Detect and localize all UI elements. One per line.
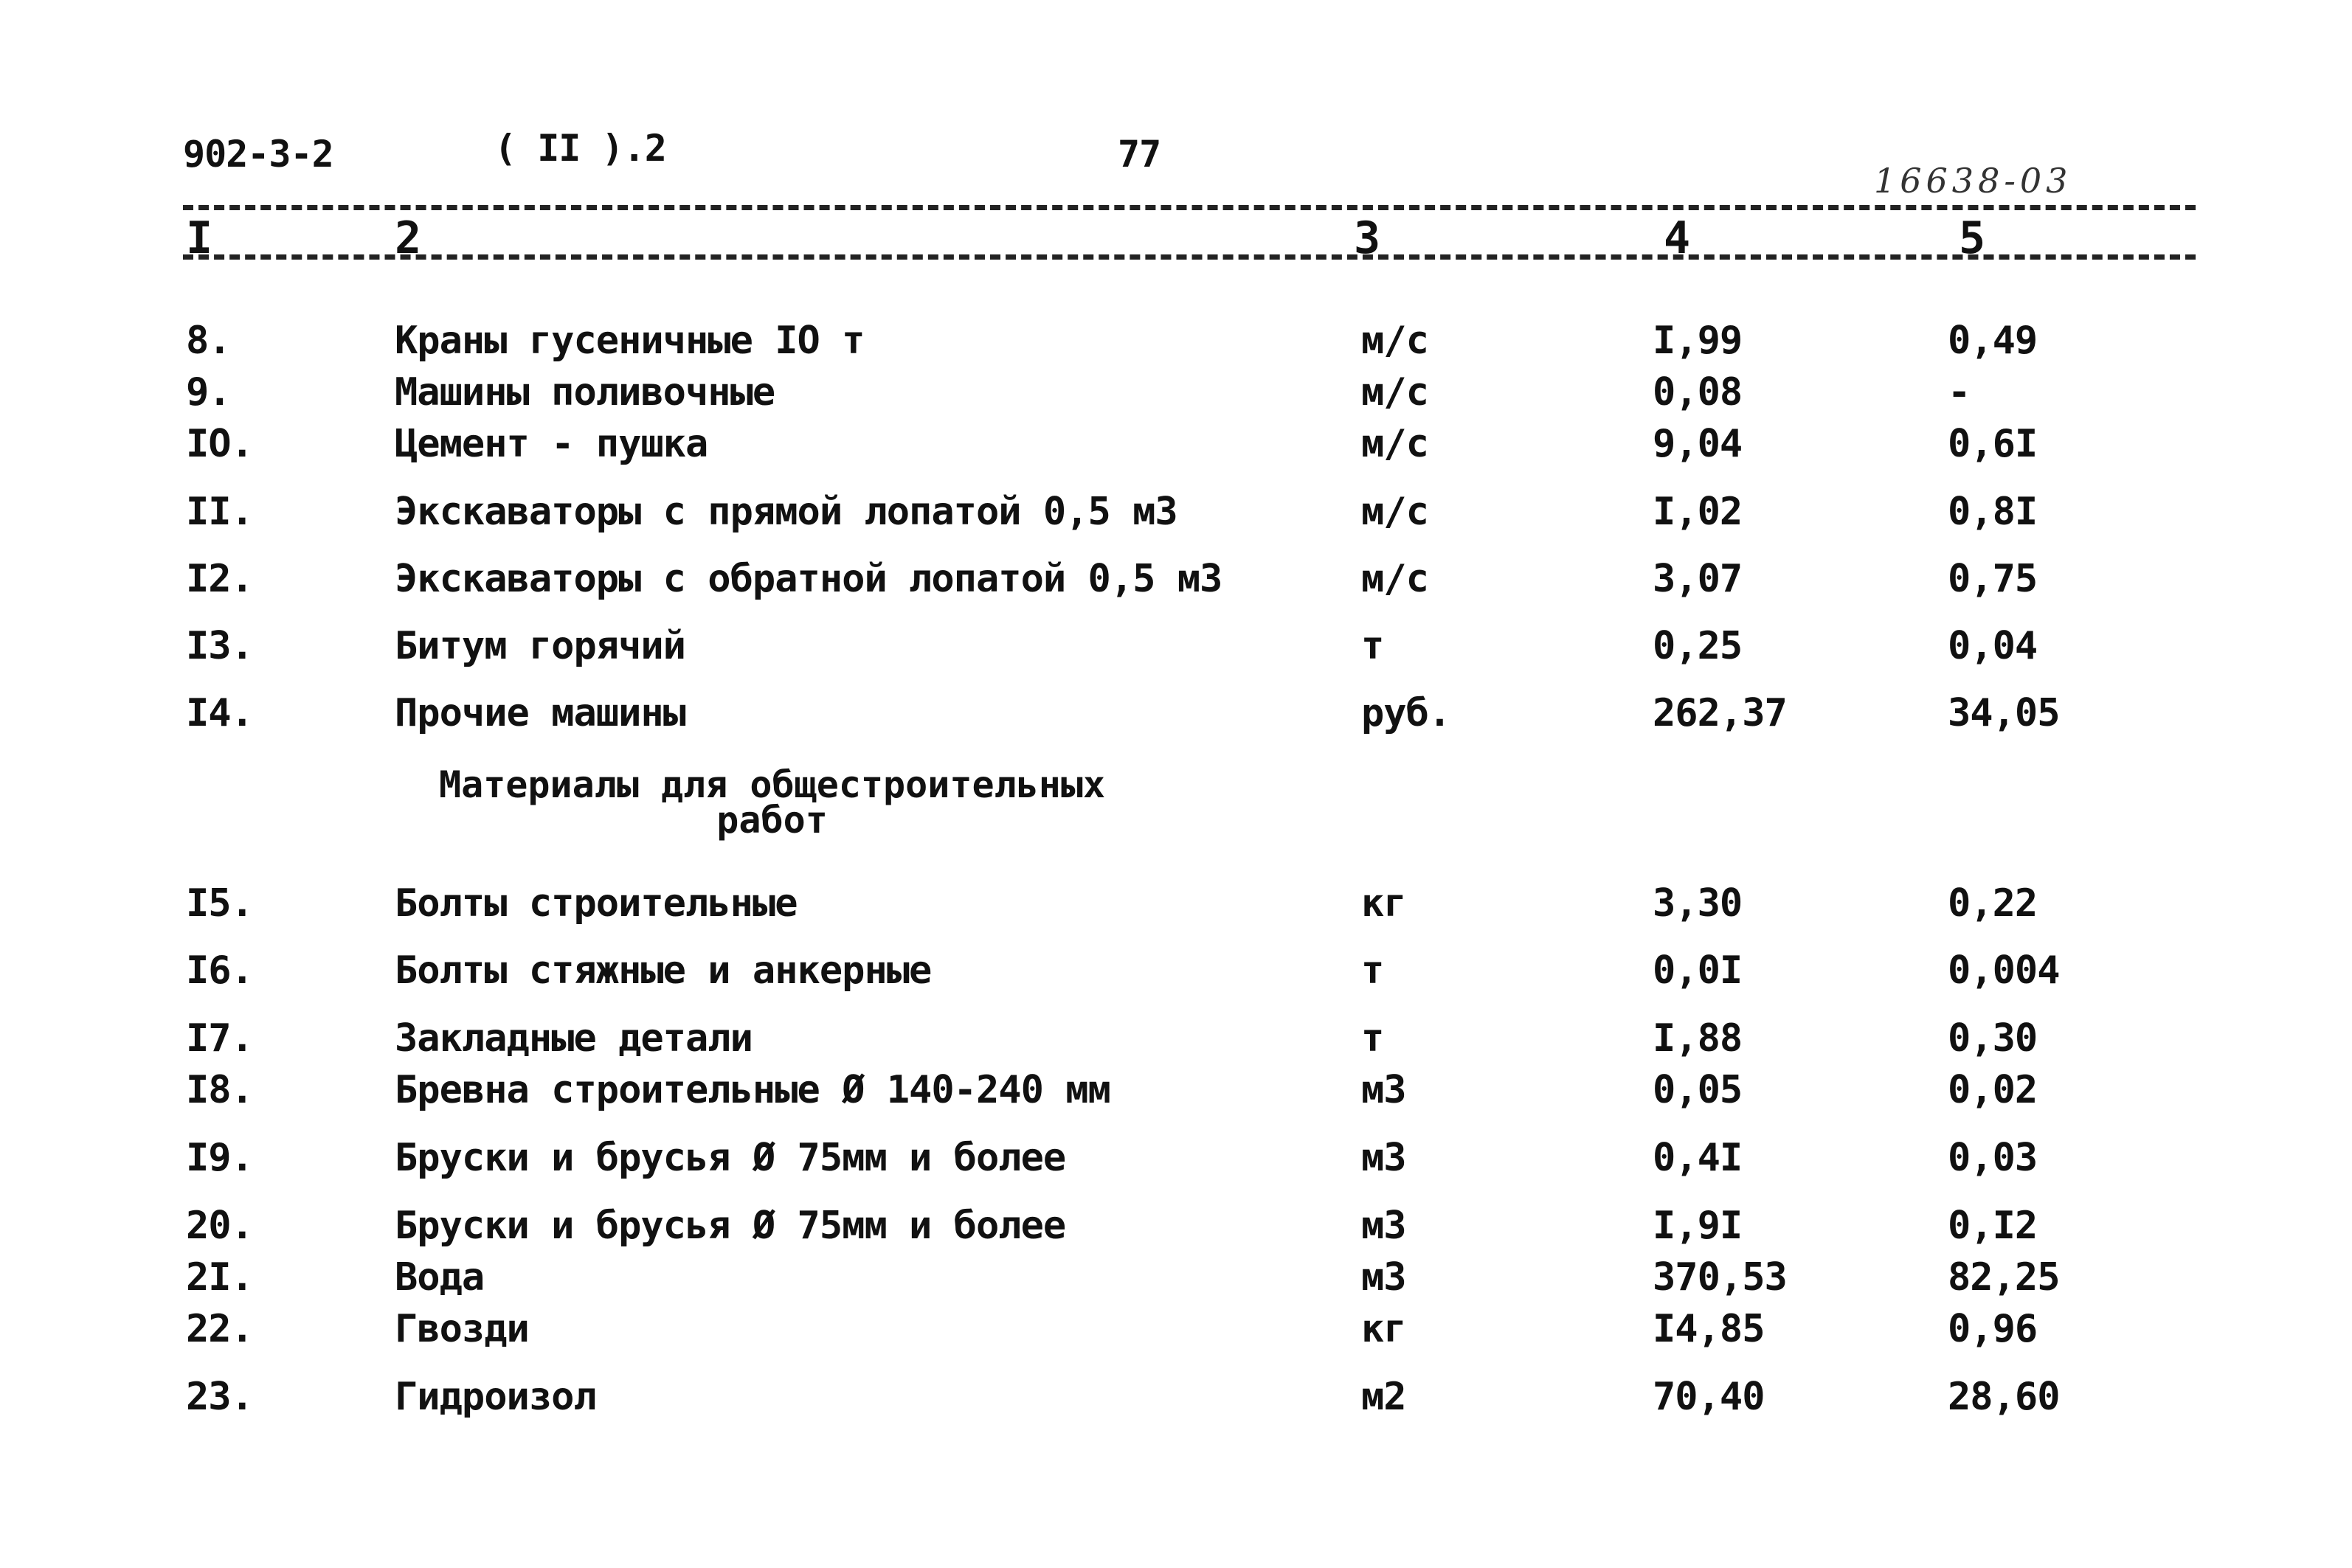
row-value-5: 0,22	[1948, 881, 2038, 926]
row-name: Гвозди	[395, 1307, 529, 1351]
row-unit: м3	[1361, 1136, 1406, 1180]
doc-code: 902-3-2	[183, 133, 333, 176]
row-number: 22.	[186, 1307, 253, 1351]
row-number: I7.	[186, 1016, 253, 1061]
row-unit: м/с	[1361, 557, 1428, 601]
row-number: I8.	[186, 1068, 253, 1112]
row-unit: т	[1361, 948, 1384, 993]
table-row	[0, 691, 2352, 743]
table-row	[0, 1068, 2352, 1120]
row-unit: кг	[1361, 1307, 1406, 1351]
row-unit: м2	[1361, 1375, 1406, 1419]
row-value-5: 0,96	[1948, 1307, 2038, 1351]
row-name: Машины поливочные	[395, 370, 775, 414]
table-row	[0, 370, 2352, 422]
row-value-4: 370,53	[1653, 1255, 1787, 1300]
row-value-5: 0,8I	[1948, 490, 2038, 534]
row-name: Цемент - пушка	[395, 422, 708, 466]
page-number: 77	[1118, 133, 1161, 176]
row-value-5: 0,49	[1948, 319, 2038, 363]
row-unit: м3	[1361, 1204, 1406, 1248]
row-number: IO.	[186, 422, 253, 466]
row-name: Бревна строительные Ø 140-240 мм	[395, 1068, 1110, 1112]
row-value-4: 262,37	[1653, 691, 1787, 735]
row-value-4: 0,08	[1653, 370, 1743, 414]
header-divider-bottom	[183, 254, 2196, 260]
row-name: Вода	[395, 1255, 485, 1300]
row-value-4: 0,25	[1653, 624, 1743, 668]
row-name: Экскаваторы с обратной лопатой 0,5 м3	[395, 557, 1222, 601]
column-number-1: I	[186, 212, 213, 264]
row-value-4: I,99	[1653, 319, 1743, 363]
row-value-4: 0,05	[1653, 1068, 1743, 1112]
row-value-5: -	[1948, 370, 1971, 414]
table-row	[0, 422, 2352, 473]
table-row	[0, 881, 2352, 933]
row-value-4: I,02	[1653, 490, 1743, 534]
row-value-5: 0,I2	[1948, 1204, 2038, 1248]
row-number: I2.	[186, 557, 253, 601]
table-row	[0, 1136, 2352, 1187]
row-value-4: 0,0I	[1653, 948, 1743, 993]
row-unit: кг	[1361, 881, 1406, 926]
column-number-3: 3	[1354, 212, 1381, 264]
row-value-5: 0,04	[1948, 624, 2038, 668]
table-row	[0, 948, 2352, 1000]
row-name: Краны гусеничные IO т	[395, 319, 865, 363]
row-name: Закладные детали	[395, 1016, 753, 1061]
row-unit: м/с	[1361, 422, 1428, 466]
row-name: Бруски и брусья Ø 75мм и более	[395, 1204, 1066, 1248]
table-row	[0, 624, 2352, 676]
row-value-4: I,88	[1653, 1016, 1743, 1061]
column-number-2: 2	[395, 212, 422, 264]
row-value-5: 0,30	[1948, 1016, 2038, 1061]
table-row	[0, 1204, 2352, 1255]
row-unit: м/с	[1361, 490, 1428, 534]
row-value-4: I,9I	[1653, 1204, 1743, 1248]
row-unit: м/с	[1361, 370, 1428, 414]
row-name: Болты стяжные и анкерные	[395, 948, 932, 993]
row-value-5: 0,75	[1948, 557, 2038, 601]
row-name: Болты строительные	[395, 881, 798, 926]
row-name: Экскаваторы с прямой лопатой 0,5 м3	[395, 490, 1177, 534]
row-value-5: 0,03	[1948, 1136, 2038, 1180]
row-unit: т	[1361, 624, 1384, 668]
row-value-4: 0,4I	[1653, 1136, 1743, 1180]
row-unit: м3	[1361, 1068, 1406, 1112]
row-number: I3.	[186, 624, 253, 668]
table-row	[0, 490, 2352, 541]
table-row	[0, 1307, 2352, 1359]
row-value-4: I4,85	[1653, 1307, 1765, 1351]
sheet-ref: ( II ).2	[494, 127, 666, 170]
row-number: 8.	[186, 319, 231, 363]
row-value-4: 3,30	[1653, 881, 1743, 926]
row-value-4: 70,40	[1653, 1375, 1765, 1419]
row-number: I4.	[186, 691, 253, 735]
row-unit: руб.	[1361, 691, 1451, 735]
column-number-5: 5	[1959, 212, 1986, 264]
row-number: 23.	[186, 1375, 253, 1419]
row-unit: т	[1361, 1016, 1384, 1061]
section-title-line1: Материалы для общестроительных	[439, 763, 1106, 806]
row-unit: м/с	[1361, 319, 1428, 363]
table-row	[0, 1375, 2352, 1426]
row-value-5: 0,004	[1948, 948, 2060, 993]
section-title-line2: работ	[716, 799, 828, 842]
row-value-5: 0,6I	[1948, 422, 2038, 466]
row-number: 20.	[186, 1204, 253, 1248]
row-number: 9.	[186, 370, 231, 414]
row-number: I9.	[186, 1136, 253, 1180]
table-row	[0, 1016, 2352, 1068]
section-title	[439, 763, 1106, 842]
column-number-4: 4	[1664, 212, 1691, 264]
row-number: I6.	[186, 948, 253, 993]
row-number: II.	[186, 490, 253, 534]
row-value-5: 0,02	[1948, 1068, 2038, 1112]
row-number: I5.	[186, 881, 253, 926]
row-number: 2I.	[186, 1255, 253, 1300]
handwritten-number: 16638-03	[1874, 161, 2072, 201]
row-name: Битум горячий	[395, 624, 685, 668]
table-row	[0, 557, 2352, 608]
header-divider-top	[183, 205, 2196, 210]
row-name: Бруски и брусья Ø 75мм и более	[395, 1136, 1066, 1180]
row-value-4: 9,04	[1653, 422, 1743, 466]
row-unit: м3	[1361, 1255, 1406, 1300]
row-value-5: 82,25	[1948, 1255, 2060, 1300]
row-name: Гидроизол	[395, 1375, 596, 1419]
row-value-4: 3,07	[1653, 557, 1743, 601]
row-value-5: 34,05	[1948, 691, 2060, 735]
row-name: Прочие машины	[395, 691, 685, 735]
table-row	[0, 1255, 2352, 1307]
row-value-5: 28,60	[1948, 1375, 2060, 1419]
table-row	[0, 319, 2352, 370]
